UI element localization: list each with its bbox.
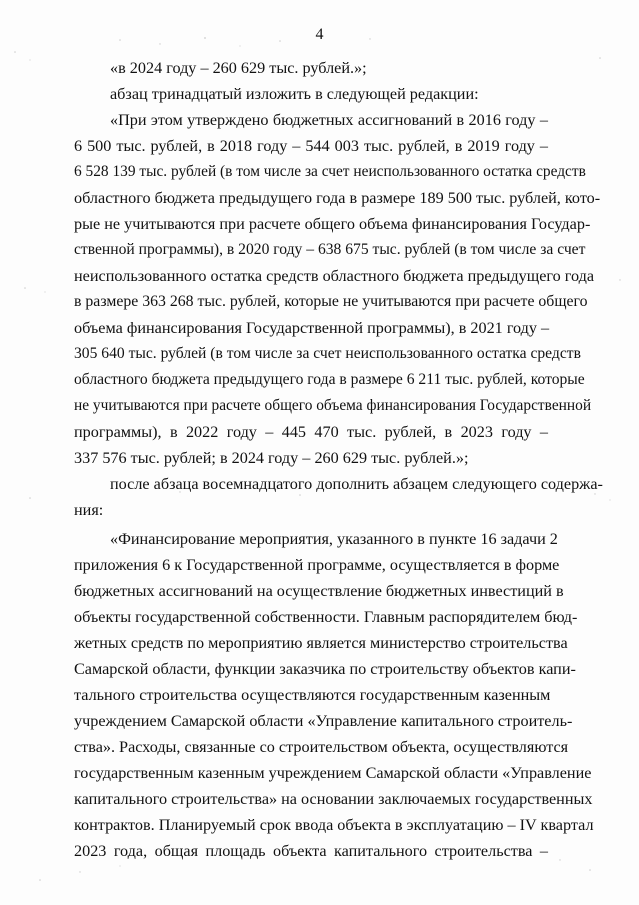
text-line: рые не учитываются при расчете общего объема финансирования Государ- (74, 215, 591, 233)
text-line: ства». Расходы, связанные со строительством объекта, осуществляются (74, 738, 569, 756)
text-line: «в 2024 году – 260 629 тыс. рублей.»; (110, 59, 367, 77)
text-line: Самарской области, функции заказчика по строительству объектов капи- (74, 660, 576, 678)
text-line: 337 576 тыс. рублей; в 2024 году – 260 629 тыс. рублей.»; (74, 449, 469, 467)
text-line: 6 528 139 тыс. рублей (в том числе за счет неиспользованного остатка средств (74, 163, 586, 180)
text-line: жетных средств по мероприятию является министерство строительства (74, 634, 568, 652)
page-number: 4 (315, 26, 324, 43)
text-line: 6 500 тыс. рублей, в 2018 году – 544 003 тыс. рублей, в 2019 году – (74, 137, 548, 155)
text-line: бюджетных ассигнований на осуществление бюджетных инвестиций в (74, 582, 564, 600)
text-line: в размере 363 268 тыс. рублей, которые не учитываются при расчете общего (74, 293, 588, 310)
text-line: объема финансирования Государственной программы), в 2021 году – (74, 319, 550, 337)
text-line: программы), в 2022 году – 445 470 тыс. рублей, в 2023 году – (74, 423, 548, 441)
text-line: объекты государственной собственности. Главным распорядителем бюд- (74, 608, 578, 626)
text-line: государственным казенным учреждением Самарской области «Управление (74, 764, 592, 782)
text-line: областного бюджета предыдущего года в размере 6 211 тыс. рублей, которые (74, 371, 585, 388)
text-line: контрактов. Планируемый срок ввода объекта в эксплуатацию – IV квартал (74, 816, 594, 834)
text-line: 2023 года, общая площадь объекта капитального строительства – (74, 842, 548, 860)
text-line: учреждением Самарской области «Управление капитального строитель- (74, 712, 573, 730)
text-line: капитального строительства» на основании заключаемых государственных (74, 790, 593, 808)
text-line: абзац тринадцатый изложить в следующей редакции: (110, 85, 479, 103)
text-line: тального строительства осуществляются государственным казенным (74, 686, 551, 704)
text-line: неиспользованного остатка средств областного бюджета предыдущего года (74, 267, 595, 285)
text-line: приложения 6 к Государственной программе, осуществляется в форме (74, 556, 560, 574)
text-line: «Финансирование мероприятия, указанного в пункте 16 задачи 2 (110, 530, 558, 548)
text-line: «При этом утверждено бюджетных ассигнований в 2016 году – (110, 111, 548, 129)
text-line: не учитываются при расчете общего объема финансирования Государственной (74, 397, 592, 414)
text-line: ния: (74, 501, 104, 519)
text-line: 305 640 тыс. рублей (в том числе за счет неиспользованного остатка средств (74, 345, 581, 362)
text-line: после абзаца восемнадцатого дополнить абзацем следующего содержа- (110, 475, 603, 493)
text-line: ственной программы), в 2020 году – 638 675 тыс. рублей (в том числе за счет (74, 241, 586, 258)
text-line: областного бюджета предыдущего года в размере 189 500 тыс. рублей, кото- (74, 189, 601, 207)
